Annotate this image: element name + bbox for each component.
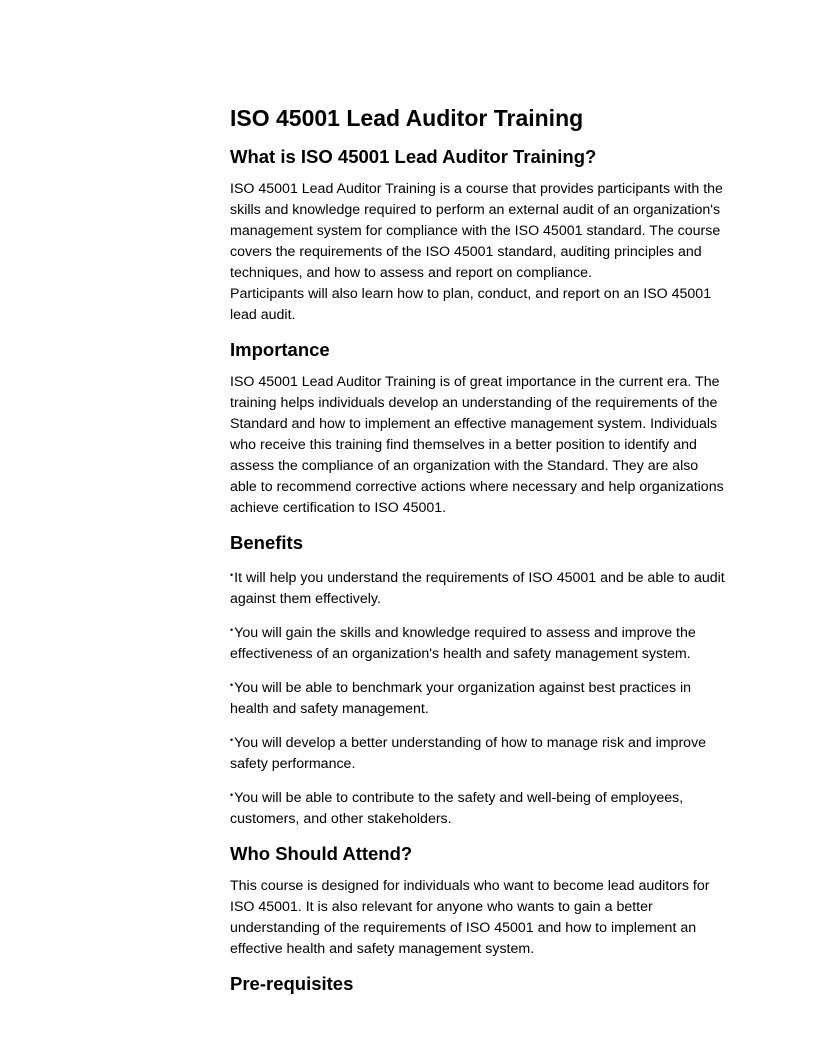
what-is-section <box>230 143 725 326</box>
list-item <box>230 620 725 665</box>
bullet-icon: • <box>230 790 234 800</box>
what-is-paragraph: ISO 45001 Lead Auditor Training is a course that provides participants with the skills and knowledge required to perform an external audit of an organization's management system for compliance with the ISO 45001 standard. The course covers the requirements of the ISO 45001 standard, auditing principles and techniques, and how to assess and report on compliance. <box>230 181 723 281</box>
bullet-icon: • <box>230 735 234 745</box>
list-item-text: You will be able to contribute to the safety and well-being of employees, customers, and other stakeholders. <box>230 790 684 827</box>
what-is-heading: What is ISO 45001 Lead Auditor Training? <box>230 146 597 167</box>
list-item-text: You will be able to benchmark your organization against best practices in health and safety management. <box>230 680 692 717</box>
who-should-attend-section <box>230 840 725 960</box>
importance-paragraph: ISO 45001 Lead Auditor Training is of great importance in the current era. The training helps individuals develop an understanding of the requirements of the Standard and how to implement an effective management system. Individuals who receive this training find themselves in a better position to identify and assess the compliance of an organization with the Standard. They are also able to recommend corrective actions where necessary and help organizations achieve certification to ISO 45001. <box>230 374 724 516</box>
benefits-list <box>230 565 725 830</box>
list-item-text: You will gain the skills and knowledge required to assess and improve the effectiveness of an organization's health and safety management system. <box>230 625 696 662</box>
list-item-text: It will help you understand the requirements of ISO 45001 and be able to audit against them effectively. <box>230 570 725 607</box>
bullet-icon: • <box>230 570 234 580</box>
who-should-attend-heading: Who Should Attend? <box>230 843 413 864</box>
list-item <box>230 565 725 610</box>
list-item <box>230 785 725 830</box>
bullet-icon: • <box>230 625 234 635</box>
prerequisites-section <box>230 970 725 998</box>
benefits-section <box>230 529 725 830</box>
list-item-text: You will develop a better understanding of how to manage risk and improve safety performance. <box>230 735 707 772</box>
document-page <box>230 101 725 1008</box>
importance-section <box>230 336 725 519</box>
list-item <box>230 675 725 720</box>
document-title: ISO 45001 Lead Auditor Training <box>230 105 584 131</box>
who-should-attend-paragraph: This course is designed for individuals who want to become lead auditors for ISO 45001. It is also relevant for anyone who wants to gain a better understanding of the requirements of ISO 45001 and how to implement an effective health and safety management system. <box>230 878 710 957</box>
benefits-heading: Benefits <box>230 532 303 553</box>
prerequisites-heading: Pre-requisites <box>230 973 354 994</box>
importance-heading: Importance <box>230 339 330 360</box>
what-is-paragraph-2: Participants will also learn how to plan, conduct, and report on an ISO 45001 lead audit. <box>230 286 712 323</box>
bullet-icon: • <box>230 680 234 690</box>
list-item <box>230 730 725 775</box>
